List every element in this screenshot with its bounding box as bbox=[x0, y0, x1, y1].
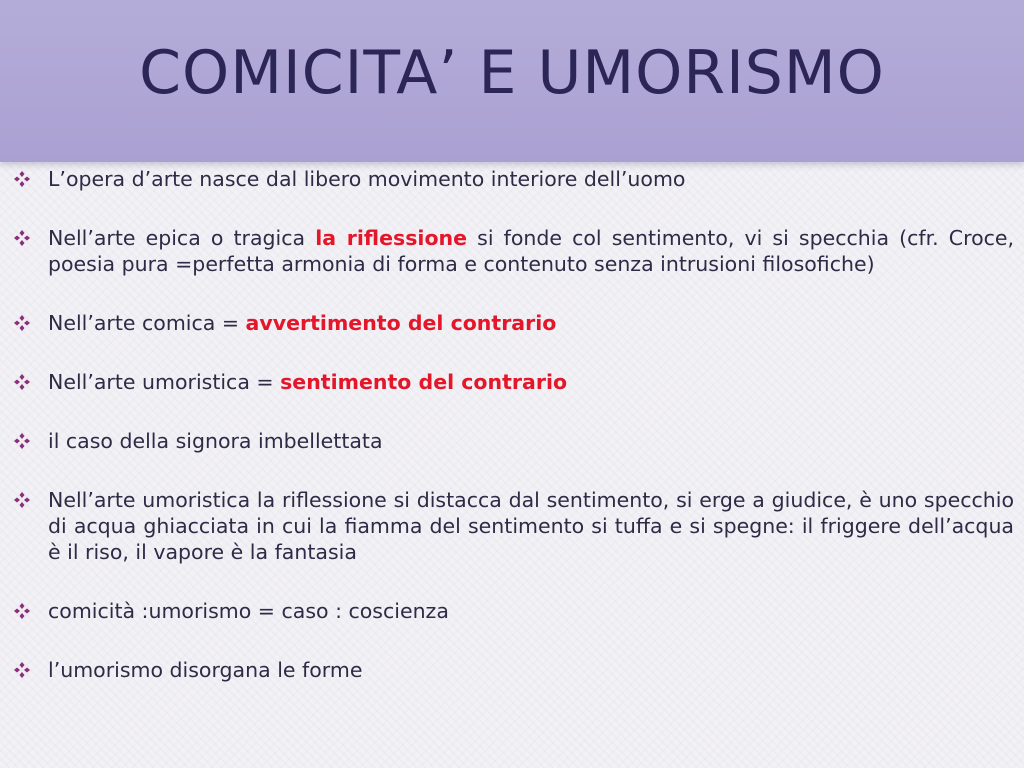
bullet-emphasis: sentimento del contrario bbox=[280, 370, 568, 394]
bullet-text bbox=[48, 310, 1014, 336]
slide-title: COMICITA’ E UMORISMO bbox=[139, 38, 885, 108]
bullet-text bbox=[48, 428, 1014, 454]
bullet-item bbox=[14, 657, 1014, 683]
bullet-item bbox=[14, 225, 1014, 277]
bullet-text bbox=[48, 657, 1014, 683]
bullet-text-part: l’umorismo disorgana le forme bbox=[48, 658, 363, 682]
bullet-text bbox=[48, 487, 1014, 565]
bullet-item bbox=[14, 428, 1014, 454]
four-diamond-bullet-icon bbox=[14, 657, 36, 683]
bullet-emphasis: la riflessione bbox=[315, 226, 468, 250]
four-diamond-bullet-icon bbox=[14, 428, 36, 454]
bullet-text-part: Nell’arte umoristica = bbox=[48, 370, 281, 394]
four-diamond-bullet-icon bbox=[14, 487, 36, 513]
four-diamond-bullet-icon bbox=[14, 369, 36, 395]
bullet-text bbox=[48, 369, 1014, 395]
four-diamond-bullet-icon bbox=[14, 225, 36, 251]
bullet-text-part: comicità :umorismo = caso : coscienza bbox=[48, 599, 449, 623]
bullet-emphasis: avvertimento del contrario bbox=[245, 311, 557, 335]
bullet-text-part: Nell’arte comica = bbox=[48, 311, 246, 335]
bullet-text-part: si fonde col sentimento, vi si specchia (cfr. Croce, poesia pura =perfetta armonia di forma e contenuto senza intrusioni filosofiche) bbox=[48, 226, 1015, 276]
four-diamond-bullet-icon bbox=[14, 166, 36, 192]
bullet-item bbox=[14, 487, 1014, 565]
bullet-text bbox=[48, 598, 1014, 624]
bullet-text bbox=[48, 166, 1014, 192]
four-diamond-bullet-icon bbox=[14, 598, 36, 624]
bullet-text-part: Nell’arte epica o tragica bbox=[48, 226, 316, 250]
bullet-text-part: il caso della signora imbellettata bbox=[48, 429, 383, 453]
bullet-item bbox=[14, 369, 1014, 395]
bullet-text bbox=[48, 225, 1014, 277]
four-diamond-bullet-icon bbox=[14, 310, 36, 336]
bullet-list bbox=[14, 166, 1014, 716]
bullet-item bbox=[14, 166, 1014, 192]
bullet-item bbox=[14, 598, 1014, 624]
bullet-item bbox=[14, 310, 1014, 336]
bullet-text-part: L’opera d’arte nasce dal libero movimento interiore dell’uomo bbox=[48, 167, 686, 191]
title-band bbox=[0, 0, 1024, 162]
bullet-text-part: Nell’arte umoristica la riflessione si distacca dal sentimento, si erge a giudice, è uno specchio di acqua ghiacciata in cui la fiamma del sentimento si tuffa e si spegne: il friggere dell’acqua è il riso, il vapore è la fantasia bbox=[48, 488, 1014, 564]
